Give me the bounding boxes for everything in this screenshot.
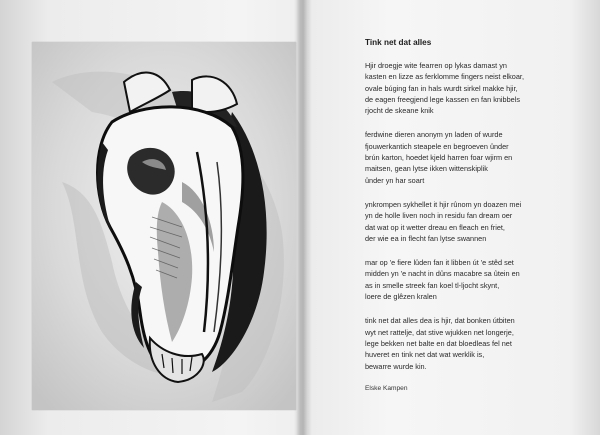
poem-line: rjocht de skeane knik xyxy=(365,106,434,116)
poem-line: lege bekken net balte en dat bloedleas fel net xyxy=(365,338,512,348)
stanza xyxy=(365,199,585,244)
poem-line: ferdwine dieren anonym yn laden of wurde xyxy=(365,130,503,140)
poem-line: de eagen freegjend lege kassen en fan knibbels xyxy=(365,94,520,104)
stanza xyxy=(365,60,585,116)
stanza xyxy=(365,129,585,185)
poem-line: tink net dat alles dea is hjir, dat bonken útbiten xyxy=(365,316,515,326)
poem-author: Elske Kampen xyxy=(365,384,408,392)
poem-line: mar op 'e fiere lûden fan it libben út 'e stêd set xyxy=(365,258,514,268)
poem-line: huveret en tink net dat wat werklik is, xyxy=(365,350,485,360)
poem-title: Tink net dat alles xyxy=(365,38,432,47)
poem-line: bewarre wurde kin. xyxy=(365,361,427,371)
poem-line: der wie ea in flecht fan lytse swannen xyxy=(365,233,487,243)
poem-line: dat wat op it wetter dreau en fleach en friet, xyxy=(365,222,505,232)
stanza xyxy=(365,257,585,302)
poem-line: ûnder yn har soart xyxy=(365,175,425,185)
book-gutter xyxy=(296,0,312,435)
poem-line: fjouwerkantich steapele en begroeven ûnder xyxy=(365,141,509,151)
stanza xyxy=(365,315,585,371)
poem-line: midden yn 'e nacht in dûns macabre sa ûtein en xyxy=(365,269,520,279)
poem-line: Hjir droegje wite fearren op lykas damast yn xyxy=(365,61,507,70)
poem-line: ynkrompen sykhellet it hjir rûnom yn doazen mei xyxy=(365,199,522,209)
poem-line: as in smelle streek fan koel tl-ljocht skynt, xyxy=(365,280,500,290)
poem-page xyxy=(365,38,585,392)
poem-line: yn de holle liven noch in residu fan dream oer xyxy=(365,211,513,221)
poem-line: wyt net rattelje, dat stive wjukken net longerje, xyxy=(365,327,514,337)
poem-line: loere de glêzen kralen xyxy=(365,292,437,302)
poem-line: brún karton, hoedet kjeld harren foar wjirm en xyxy=(365,153,513,163)
horse-skull-illustration xyxy=(32,42,296,410)
poem-line: maitsen, gean lytse ikken wittenskiplik xyxy=(365,164,488,174)
poem-line: kasten en lizze as ferklomme fingers neist elkoar, xyxy=(365,72,524,82)
poem-line: ovale búging fan in hals wurdt sirkel makke hjir, xyxy=(365,83,518,93)
skull-drawing xyxy=(32,42,296,410)
